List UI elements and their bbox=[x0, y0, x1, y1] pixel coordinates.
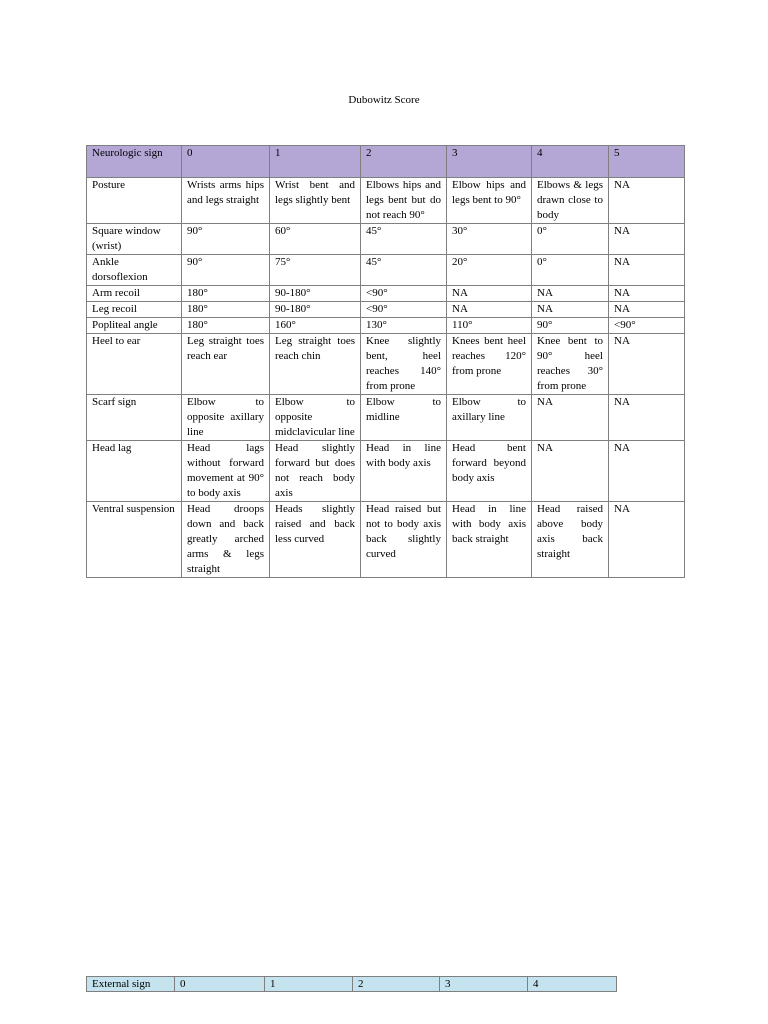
header-cell: 4 bbox=[532, 146, 609, 178]
table-row bbox=[87, 318, 685, 334]
table-cell: Head bent forward beyond body axis bbox=[447, 441, 532, 502]
header-cell: 2 bbox=[361, 146, 447, 178]
table-cell: Elbows hips and legs bent but do not reach 90° bbox=[361, 178, 447, 224]
table-cell: Elbow to opposite midclavicular line bbox=[270, 395, 361, 441]
sign-name-cell: Scarf sign bbox=[87, 395, 182, 441]
table-row bbox=[87, 441, 685, 502]
sign-name-cell: Popliteal angle bbox=[87, 318, 182, 334]
sign-name-cell: Arm recoil bbox=[87, 286, 182, 302]
neurologic-sign-table bbox=[86, 145, 685, 578]
table-row bbox=[87, 255, 685, 286]
table-cell: Wrist bent and legs slightly bent bbox=[270, 178, 361, 224]
table-cell: Elbow to axillary line bbox=[447, 395, 532, 441]
table-cell: 45° bbox=[361, 255, 447, 286]
table-row bbox=[87, 178, 685, 224]
page-title: Dubowitz Score bbox=[348, 94, 420, 106]
neurologic-table-header bbox=[87, 146, 685, 178]
external-sign-table bbox=[86, 976, 617, 992]
table-cell: Knee slightly bent, heel reaches 140° from prone bbox=[361, 334, 447, 395]
table-cell: NA bbox=[609, 255, 685, 286]
header-cell: External sign bbox=[87, 977, 175, 992]
header-cell: Neurologic sign bbox=[87, 146, 182, 178]
table-cell: NA bbox=[609, 441, 685, 502]
table-cell: NA bbox=[532, 441, 609, 502]
table-cell: <90° bbox=[609, 318, 685, 334]
neurologic-table-body bbox=[87, 178, 685, 578]
table-cell: NA bbox=[609, 286, 685, 302]
table-cell: 180° bbox=[182, 286, 270, 302]
table-cell: <90° bbox=[361, 302, 447, 318]
table-cell: Head in line with body axis bbox=[361, 441, 447, 502]
sign-name-cell: Leg recoil bbox=[87, 302, 182, 318]
table-cell: 90-180° bbox=[270, 302, 361, 318]
sign-name-cell: Square window (wrist) bbox=[87, 224, 182, 255]
table-cell: NA bbox=[609, 502, 685, 578]
sign-name-cell: Ankle dorsoflexion bbox=[87, 255, 182, 286]
table-cell: Head raised above body axis back straight bbox=[532, 502, 609, 578]
table-cell: 60° bbox=[270, 224, 361, 255]
table-cell: <90° bbox=[361, 286, 447, 302]
table-row bbox=[87, 224, 685, 255]
table-row bbox=[87, 334, 685, 395]
header-cell: 0 bbox=[175, 977, 265, 992]
table-cell: Head in line with body axis back straight bbox=[447, 502, 532, 578]
table-cell: Head raised but not to body axis back slightly curved bbox=[361, 502, 447, 578]
table-cell: 180° bbox=[182, 318, 270, 334]
table-cell: NA bbox=[609, 224, 685, 255]
header-cell: 4 bbox=[528, 977, 617, 992]
table-cell: Heads slightly raised and back less curved bbox=[270, 502, 361, 578]
table-cell: NA bbox=[532, 395, 609, 441]
header-cell: 3 bbox=[440, 977, 528, 992]
table-cell: Knee bent to 90° heel reaches 30° from prone bbox=[532, 334, 609, 395]
header-cell: 1 bbox=[265, 977, 353, 992]
table-row bbox=[87, 395, 685, 441]
table-cell: NA bbox=[609, 302, 685, 318]
table-cell: Head droops down and back greatly arched arms & legs straight bbox=[182, 502, 270, 578]
table-cell: Elbow to opposite axillary line bbox=[182, 395, 270, 441]
table-cell: NA bbox=[609, 178, 685, 224]
table-cell: 180° bbox=[182, 302, 270, 318]
table-cell: 45° bbox=[361, 224, 447, 255]
table-cell: Elbow to midline bbox=[361, 395, 447, 441]
table-cell: 90-180° bbox=[270, 286, 361, 302]
sign-name-cell: Head lag bbox=[87, 441, 182, 502]
table-cell: Head lags without forward movement at 90° to body axis bbox=[182, 441, 270, 502]
table-cell: 0° bbox=[532, 224, 609, 255]
table-cell: Elbow hips and legs bent to 90° bbox=[447, 178, 532, 224]
table-cell: NA bbox=[532, 286, 609, 302]
table-cell: Head slightly forward but does not reach body axis bbox=[270, 441, 361, 502]
table-cell: NA bbox=[532, 302, 609, 318]
table-cell: Knees bent heel reaches 120° from prone bbox=[447, 334, 532, 395]
sign-name-cell: Ventral suspension bbox=[87, 502, 182, 578]
table-cell: 110° bbox=[447, 318, 532, 334]
table-cell: NA bbox=[447, 302, 532, 318]
table-cell: 20° bbox=[447, 255, 532, 286]
header-cell: 5 bbox=[609, 146, 685, 178]
table-cell: Elbows & legs drawn close to body bbox=[532, 178, 609, 224]
table-cell: Wrists arms hips and legs straight bbox=[182, 178, 270, 224]
table-row bbox=[87, 502, 685, 578]
table-cell: Leg straight toes reach ear bbox=[182, 334, 270, 395]
sign-name-cell: Posture bbox=[87, 178, 182, 224]
table-cell: 90° bbox=[532, 318, 609, 334]
table-row bbox=[87, 286, 685, 302]
table-cell: 30° bbox=[447, 224, 532, 255]
table-cell: 0° bbox=[532, 255, 609, 286]
table-cell: NA bbox=[609, 395, 685, 441]
header-cell: 3 bbox=[447, 146, 532, 178]
table-cell: 90° bbox=[182, 224, 270, 255]
sign-name-cell: Heel to ear bbox=[87, 334, 182, 395]
table-cell: 90° bbox=[182, 255, 270, 286]
table-cell: 75° bbox=[270, 255, 361, 286]
header-cell: 0 bbox=[182, 146, 270, 178]
header-cell: 2 bbox=[353, 977, 440, 992]
table-cell: Leg straight toes reach chin bbox=[270, 334, 361, 395]
external-table-header bbox=[87, 977, 617, 992]
header-cell: 1 bbox=[270, 146, 361, 178]
table-row bbox=[87, 302, 685, 318]
table-cell: NA bbox=[609, 334, 685, 395]
table-cell: NA bbox=[447, 286, 532, 302]
table-cell: 160° bbox=[270, 318, 361, 334]
table-cell: 130° bbox=[361, 318, 447, 334]
